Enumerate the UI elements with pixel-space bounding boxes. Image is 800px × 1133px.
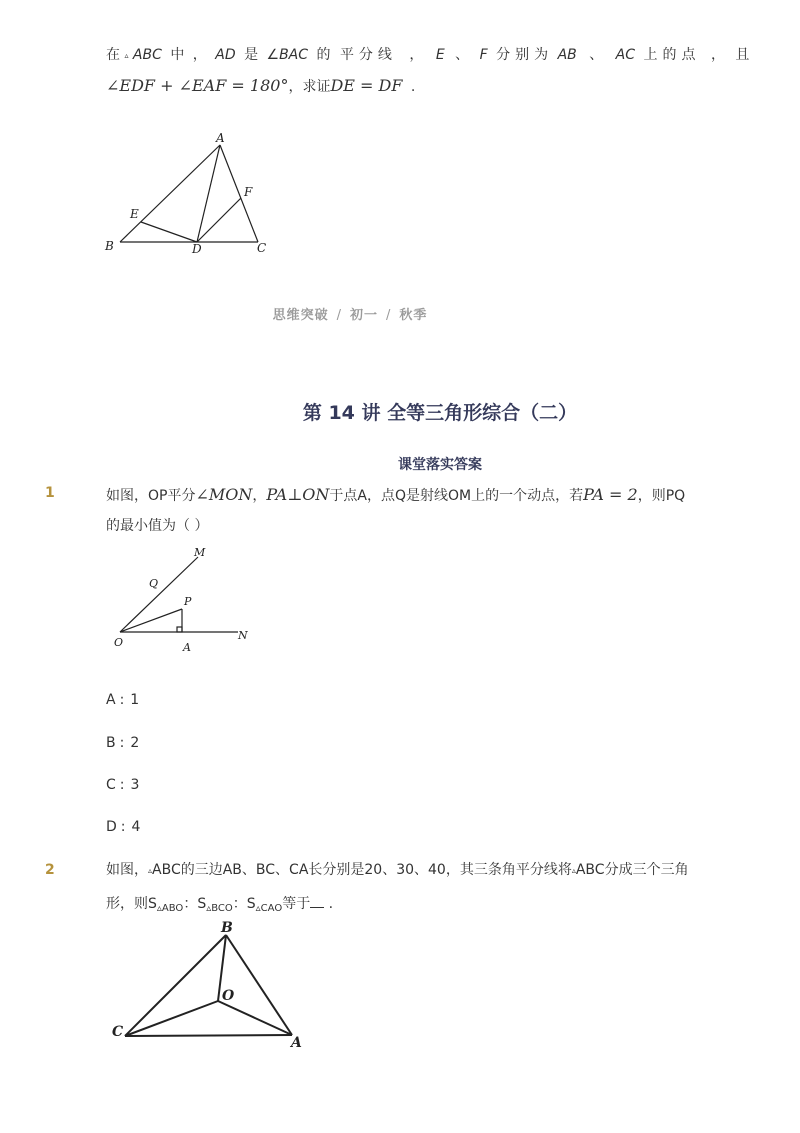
- section-title: 课堂落实答案: [398, 457, 482, 473]
- lecture-title: 第 14 讲 全等三角形综合（二）: [302, 402, 578, 424]
- question-1-number: 1: [45, 485, 55, 501]
- question-1-line2: 的最小值为（ ）: [106, 518, 209, 534]
- label-c: C: [257, 241, 267, 255]
- answer-blank[interactable]: [310, 895, 324, 908]
- option-b[interactable]: B : 2: [106, 735, 140, 751]
- prev-problem-line1: 在 ▵ ABC 中 ， AD 是 ∠BAC 的 平分线 ， E 、 F 分别为 AB 、 AC 上的点 ， 且: [106, 47, 750, 63]
- question-2-line2: 形，则$S_{▵ABO}$：$S_{▵BCO}$：$S_{▵CAO}$等于 .: [106, 896, 334, 914]
- label-d: D: [192, 242, 202, 256]
- label-b: B: [221, 920, 233, 936]
- segment-ed: [141, 222, 197, 242]
- segment-ab: [120, 145, 220, 242]
- label-m: M: [194, 546, 206, 559]
- label-p: P: [184, 595, 192, 608]
- option-c[interactable]: C : 3: [106, 777, 140, 793]
- label-q: Q: [149, 577, 159, 590]
- label-b: B: [105, 239, 114, 253]
- segment-cb: [125, 935, 226, 1036]
- angle-mon-figure: [110, 543, 260, 658]
- triangle-bco-figure: [108, 918, 318, 1053]
- triangle-abc-figure: [100, 130, 280, 260]
- right-angle-mark: [177, 627, 182, 632]
- page-footer: 思维突破 / 初一 / 秋季: [272, 308, 428, 323]
- option-d[interactable]: D : 4: [106, 819, 141, 835]
- prev-problem-line2: ∠EDF + ∠EAF = 180°，求证DE = DF .: [106, 76, 416, 95]
- label-a: A: [183, 641, 191, 654]
- option-a[interactable]: A : 1: [106, 692, 140, 708]
- segment-fd: [197, 198, 241, 242]
- label-n: N: [238, 629, 248, 642]
- question-2-number: 2: [45, 862, 55, 878]
- label-o: O: [222, 988, 235, 1004]
- label-c: C: [112, 1024, 124, 1040]
- segment-ca: [125, 1035, 292, 1036]
- segment-op: [120, 609, 182, 632]
- label-o: O: [114, 636, 124, 649]
- label-a: A: [291, 1035, 302, 1051]
- prev-conclusion: DE = DF: [330, 76, 403, 95]
- question-1-line1: 如图，OP平分∠MON，PA⊥ON于点A，点Q是射线OM上的一个动点，若PA = 2，则PQ: [106, 485, 686, 504]
- segment-ad: [197, 145, 220, 242]
- segment-co: [125, 1001, 218, 1036]
- label-a: A: [216, 131, 225, 145]
- question-2-line1: 如图，▵ABC的三边AB、BC、CA长分别是20、30、40，其三条角平分线将▵ABC分成三个三角: [106, 862, 689, 878]
- label-e: E: [130, 207, 139, 221]
- prev-equation: ∠EDF + ∠EAF = 180°: [106, 76, 289, 95]
- label-f: F: [244, 185, 253, 199]
